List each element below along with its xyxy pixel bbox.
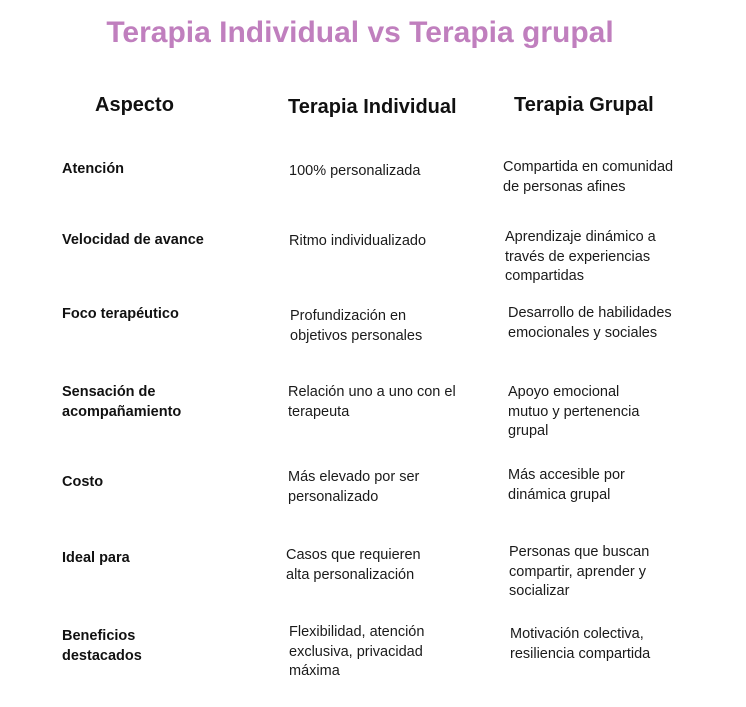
row-group-costo: Más accesible por dinámica grupal	[508, 467, 625, 503]
header-individual: Terapia Individual	[288, 96, 457, 118]
row-aspect-atencion: Atención	[62, 161, 125, 177]
row-individual-velocidad: Ritmo individualizado	[289, 233, 427, 249]
row-aspect-beneficios: Beneficios destacados	[62, 628, 142, 664]
page-title: Terapia Individual vs Terapia grupal	[106, 16, 614, 49]
row-group-atencion: Compartida en comunidad de personas afines	[503, 159, 674, 195]
row-group-beneficios: Motivación colectiva, resiliencia compartida	[510, 626, 651, 662]
row-individual-ideal: Casos que requieren alta personalización	[286, 547, 421, 583]
row-individual-beneficios: Flexibilidad, atención exclusiva, privacidad máxima	[289, 624, 425, 679]
row-group-velocidad: Aprendizaje dinámico a través de experiencias compartidas	[505, 229, 656, 284]
row-group-ideal: Personas que buscan compartir, aprender y socializar	[509, 544, 650, 599]
header-aspect: Aspecto	[95, 94, 174, 116]
row-aspect-foco: Foco terapéutico	[62, 306, 179, 322]
row-group-foco: Desarrollo de habilidades emocionales y sociales	[508, 305, 672, 341]
row-aspect-acompanamiento: Sensación de acompañamiento	[62, 384, 182, 420]
row-individual-acompanamiento: Relación uno a uno con el terapeuta	[288, 384, 456, 420]
row-individual-costo: Más elevado por ser personalizado	[288, 469, 420, 505]
row-aspect-ideal: Ideal para	[62, 550, 130, 566]
row-individual-atencion: 100% personalizada	[289, 163, 421, 179]
row-aspect-costo: Costo	[62, 474, 104, 490]
row-individual-foco: Profundización en objetivos personales	[290, 308, 423, 344]
row-group-acompanamiento: Apoyo emocional mutuo y pertenencia grupal	[508, 384, 640, 439]
row-aspect-velocidad: Velocidad de avance	[62, 232, 204, 248]
header-group: Terapia Grupal	[514, 94, 654, 116]
